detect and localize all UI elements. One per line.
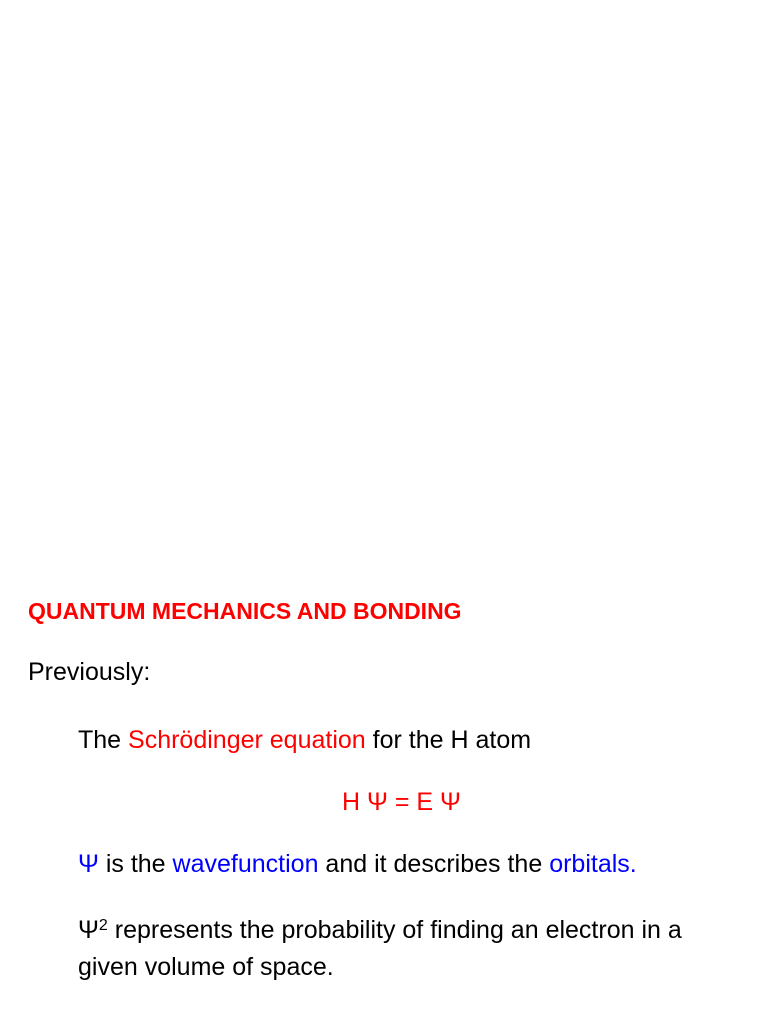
schrodinger-line-suffix: for the H atom [365, 726, 532, 754]
wavefunction-line-part2: and it describes the [318, 850, 550, 878]
psi-squared-symbol: Ψ [78, 916, 99, 944]
wavefunction-line [78, 850, 637, 879]
schrodinger-line-prefix: The [78, 726, 129, 754]
psi-symbol: Ψ [78, 850, 99, 878]
wavefunction-term: wavefunction [172, 850, 319, 878]
probability-text: represents the probability of finding an electron in a given volume of space. [78, 916, 682, 981]
psi-squared-exponent: 2 [98, 917, 108, 934]
probability-paragraph [78, 912, 743, 986]
schrodinger-line [78, 726, 531, 755]
schrodinger-equation-term: Schrödinger equation [128, 726, 366, 754]
previously-label: Previously: [28, 658, 151, 686]
wavefunction-line-part1: is the [98, 850, 173, 878]
orbitals-term: orbitals. [549, 850, 637, 878]
slide-title: QUANTUM MECHANICS AND BONDING [28, 598, 462, 624]
schrodinger-equation: H Ψ = E Ψ [342, 788, 461, 816]
